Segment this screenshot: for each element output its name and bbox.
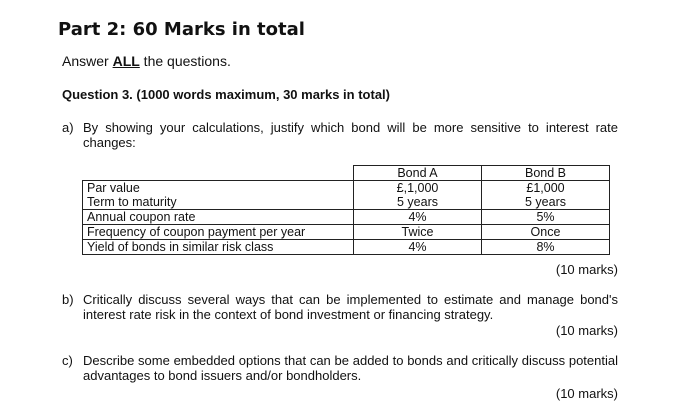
bond-b-value: 5%	[482, 210, 610, 225]
part-a-letter: a)	[62, 120, 74, 135]
question-part-a	[62, 120, 618, 152]
bond-b-value: 5 years	[482, 195, 610, 210]
bond-a-value: 4%	[354, 240, 482, 255]
table-header-blank	[83, 166, 354, 181]
bond-a-value: 5 years	[354, 195, 482, 210]
part-title: Part 2: 60 Marks in total	[58, 19, 305, 40]
bond-b-value: Once	[482, 225, 610, 240]
table-row	[83, 195, 610, 210]
part-c-text: Describe some embedded options that can be added to bonds and critically discuss potential advantages to bond issuers and/or bondholders.	[83, 353, 618, 383]
part-b-text: Critically discuss several ways that can be implemented to estimate and manage bond's interest rate risk in the context of bond investment or financing strategy.	[83, 292, 618, 322]
part-c-marks: (10 marks)	[555, 386, 618, 401]
column-header-bond-b: Bond B	[482, 166, 610, 181]
instruction-suffix: the questions.	[139, 53, 231, 69]
instruction	[62, 53, 231, 69]
table-row	[83, 181, 610, 196]
table-row	[83, 225, 610, 240]
row-label: Par value	[83, 181, 354, 196]
part-b-marks: (10 marks)	[555, 323, 618, 338]
question-heading: Question 3. (1000 words maximum, 30 marks in total)	[62, 87, 390, 102]
part-a-text: By showing your calculations, justify which bond will be more sensitive to interest rate changes:	[83, 120, 618, 150]
bond-a-value: Twice	[354, 225, 482, 240]
instruction-prefix: Answer	[62, 53, 113, 69]
row-label: Frequency of coupon payment per year	[83, 225, 354, 240]
column-header-bond-a: Bond A	[354, 166, 482, 181]
bond-a-value: £,1,000	[354, 181, 482, 196]
question-part-b	[62, 292, 618, 324]
bond-a-value: 4%	[354, 210, 482, 225]
part-b-letter: b)	[62, 292, 74, 307]
table-row	[83, 210, 610, 225]
bond-comparison-table	[82, 165, 610, 255]
table-row	[83, 240, 610, 255]
row-label: Yield of bonds in similar risk class	[83, 240, 354, 255]
table-header-row	[83, 166, 610, 181]
part-c-letter: c)	[62, 353, 73, 368]
row-label: Term to maturity	[83, 195, 354, 210]
question-part-c	[62, 353, 618, 385]
instruction-emphasis: ALL	[112, 53, 140, 69]
part-a-marks: (10 marks)	[555, 262, 618, 277]
bond-b-value: 8%	[482, 240, 610, 255]
bond-b-value: £1,000	[482, 181, 610, 196]
row-label: Annual coupon rate	[83, 210, 354, 225]
